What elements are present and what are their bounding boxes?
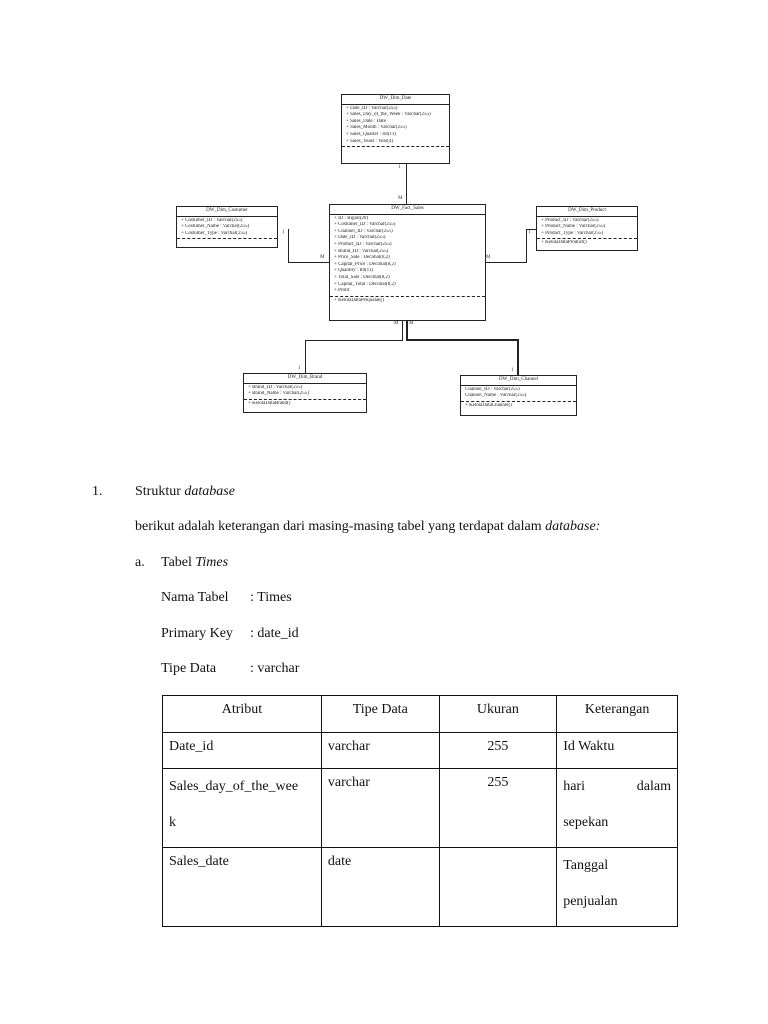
uml-attribute: + Product_Name : Varchar(255) bbox=[541, 224, 606, 230]
cell-atribut: Sales_date bbox=[163, 848, 322, 927]
column-header-ukuran: Ukuran bbox=[439, 696, 557, 733]
uml-attribute: + Costumer_ID : Varchar(255) bbox=[181, 217, 243, 223]
cell-keterangan bbox=[557, 848, 678, 927]
uml-attribute: + Product_ID : Varchar(255) bbox=[334, 241, 392, 247]
uml-attribute: + Costumer_ID : Varchar(255) bbox=[334, 222, 396, 228]
connector-brand-v2 bbox=[305, 340, 306, 373]
uml-class-title: DW_Dim_Brand bbox=[244, 374, 366, 384]
cell-atribut bbox=[163, 769, 322, 848]
uml-attribute-list bbox=[177, 217, 277, 239]
uml-method-list bbox=[244, 399, 366, 409]
uml-attribute-list bbox=[342, 105, 449, 147]
uml-attribute: + Costumer_Type : Varchar(255) bbox=[181, 230, 248, 236]
cell-atribut-line: k bbox=[169, 815, 176, 830]
uml-attribute: + Costumer_Name : Varchar(255) bbox=[181, 224, 250, 230]
multiplicity-label: M bbox=[486, 255, 491, 260]
cell-keterangan: Id Waktu bbox=[557, 733, 678, 769]
uml-method: + KelolaDataPenjualan() bbox=[334, 297, 384, 303]
section-heading-text: Struktur bbox=[135, 484, 185, 499]
cell-atribut-line: Sales_day_of_the_wee bbox=[169, 779, 299, 794]
cell-tipe-data: varchar bbox=[321, 733, 439, 769]
table-header-row bbox=[163, 696, 678, 733]
cell-keterangan-line bbox=[563, 769, 671, 805]
connector-product-fact-h bbox=[484, 262, 526, 263]
cell-keterangan-word: hari bbox=[563, 779, 585, 794]
uml-method-list bbox=[330, 296, 485, 306]
uml-attribute: + Sales_Day_of_the_Week : Varchar(255) bbox=[346, 112, 431, 118]
meta-label-data-type: Tipe Data bbox=[161, 661, 217, 676]
connector-channel-v2 bbox=[517, 339, 519, 375]
intro-text: berikut adalah keterangan dari masing-masing tabel yang terdapat dalam bbox=[135, 519, 546, 534]
uml-attribute: + Date_ID : Varchar(255) bbox=[334, 235, 386, 241]
multiplicity-label: 1 bbox=[528, 230, 531, 235]
connector-customer-fact-v bbox=[288, 229, 289, 262]
uml-attribute: + Capital_Total : Decimal(8,2) bbox=[334, 281, 396, 287]
uml-class-title: DW_Dim_Date bbox=[342, 95, 449, 105]
subsection-heading-italic: Times bbox=[195, 555, 229, 570]
uml-attribute: + Date_ID : Varchar(255) bbox=[346, 105, 398, 111]
uml-method: + KelolaDataBrand() bbox=[248, 400, 291, 406]
cell-ukuran: 255 bbox=[439, 733, 557, 769]
uml-class-dim-brand bbox=[243, 373, 367, 413]
uml-class-title: DW_Dim_Product bbox=[537, 207, 637, 217]
meta-label-primary-key: Primary Key bbox=[161, 626, 233, 641]
uml-method-list bbox=[461, 401, 576, 411]
uml-attribute: + ID : Bigint(20) bbox=[334, 215, 369, 221]
table-row bbox=[163, 769, 678, 848]
uml-attribute: + Capital_Price : Decimal(8,2) bbox=[334, 261, 396, 267]
uml-class-title: DW_Dim_Costumer bbox=[177, 207, 277, 217]
subsection-letter: a. bbox=[135, 555, 145, 570]
uml-attribute: + Total_Sale : Decimal(8,2) bbox=[334, 274, 390, 280]
table-row bbox=[163, 733, 678, 769]
connector-customer-fact-h bbox=[288, 262, 330, 263]
uml-attribute-list bbox=[461, 386, 576, 401]
connector-brand-v1 bbox=[402, 318, 403, 340]
subsection-heading-text: Tabel bbox=[161, 555, 196, 570]
uml-class-title: DW_Dim_Channel bbox=[461, 376, 576, 386]
uml-class-dim-channel bbox=[460, 375, 577, 416]
connector-brand-h bbox=[305, 340, 403, 341]
cell-tipe-data: date bbox=[321, 848, 439, 927]
section-heading bbox=[135, 484, 235, 500]
section-heading-italic: database bbox=[184, 484, 235, 499]
multiplicity-label: 1 bbox=[298, 366, 301, 371]
section-number: 1. bbox=[92, 484, 103, 499]
uml-attribute: Channel_ID : Varchar(255) bbox=[465, 386, 520, 392]
uml-attribute: + Quantity : Int(11) bbox=[334, 268, 374, 274]
uml-attribute: + Sales_Date : Date bbox=[346, 118, 386, 124]
cell-keterangan bbox=[557, 769, 678, 848]
cell-tipe-data: varchar bbox=[321, 769, 439, 848]
multiplicity-label: M bbox=[394, 321, 399, 326]
uml-attribute: + Sales_Month : Varchar(255) bbox=[346, 125, 407, 131]
uml-attribute: + Brand_Name : Varchar(255) bbox=[248, 391, 309, 397]
multiplicity-label: M bbox=[320, 255, 325, 260]
uml-attribute-list bbox=[537, 217, 637, 239]
uml-method-list bbox=[177, 238, 277, 241]
cell-keterangan-line: Tanggal bbox=[563, 858, 609, 873]
uml-attribute: + Price_Sale : Decimal(8,2) bbox=[334, 255, 390, 261]
uml-attribute: + Sales_Years : Year(4) bbox=[346, 138, 394, 144]
uml-class-dim-product bbox=[536, 206, 638, 251]
cell-ukuran bbox=[439, 848, 557, 927]
meta-label-table-name: Nama Tabel bbox=[161, 590, 229, 605]
uml-method-list bbox=[537, 238, 637, 248]
cell-keterangan-line: sepekan bbox=[563, 815, 609, 830]
uml-attribute: Channel_Name : Varchar(255) bbox=[465, 393, 527, 399]
uml-method: + KelolaDataProduct() bbox=[541, 240, 587, 246]
cell-atribut: Date_id bbox=[163, 733, 322, 769]
column-header-tipe-data: Tipe Data bbox=[321, 696, 439, 733]
intro-paragraph bbox=[135, 519, 600, 535]
multiplicity-label: M bbox=[398, 196, 403, 201]
uml-method: + KelolaDataChannel() bbox=[465, 402, 512, 408]
multiplicity-label: 1 bbox=[282, 230, 285, 235]
uml-attribute-list bbox=[330, 215, 485, 296]
uml-method-list bbox=[342, 146, 449, 149]
connector-product-fact-v bbox=[526, 229, 527, 263]
connector-channel-v1 bbox=[406, 318, 408, 340]
uml-attribute: + Channel_ID : Varchar(255) bbox=[334, 228, 393, 234]
uml-class-fact-sales bbox=[329, 204, 486, 321]
multiplicity-label: M bbox=[409, 321, 414, 326]
connector-channel-h bbox=[406, 339, 518, 341]
meta-value-primary-key: : date_id bbox=[250, 626, 299, 641]
uml-attribute: + Brand_ID : Varchar(255) bbox=[248, 384, 303, 390]
uml-class-dim-date bbox=[341, 94, 450, 164]
uml-attribute: + Product_ID : Varchar(255) bbox=[541, 217, 599, 223]
attribute-table bbox=[162, 695, 678, 927]
uml-class-title: DW_Fact_Sales bbox=[330, 205, 485, 215]
cell-ukuran: 255 bbox=[439, 769, 557, 848]
cell-keterangan-line: penjualan bbox=[563, 894, 618, 909]
uml-attribute: + Product_Type : Varchar(255) bbox=[541, 230, 604, 236]
meta-value-table-name: : Times bbox=[250, 590, 292, 605]
cell-keterangan-word: dalam bbox=[636, 779, 671, 794]
intro-italic: database: bbox=[545, 519, 601, 534]
multiplicity-label: 1 bbox=[511, 368, 514, 373]
column-header-keterangan: Keterangan bbox=[557, 696, 678, 733]
uml-attribute: + Profit bbox=[334, 288, 350, 294]
uml-attribute: + Brand_ID : Varchar(255) bbox=[334, 248, 389, 254]
connector-date-fact bbox=[406, 163, 407, 204]
uml-class-dim-customer bbox=[176, 206, 278, 248]
subsection-heading bbox=[161, 555, 228, 571]
meta-value-data-type: : varchar bbox=[250, 661, 300, 676]
uml-attribute-list bbox=[244, 384, 366, 399]
table-row bbox=[163, 848, 678, 927]
column-header-atribut: Atribut bbox=[163, 696, 322, 733]
uml-attribute: + Sales_Quarter : Int(11) bbox=[346, 131, 396, 137]
multiplicity-label: 1 bbox=[398, 165, 401, 170]
